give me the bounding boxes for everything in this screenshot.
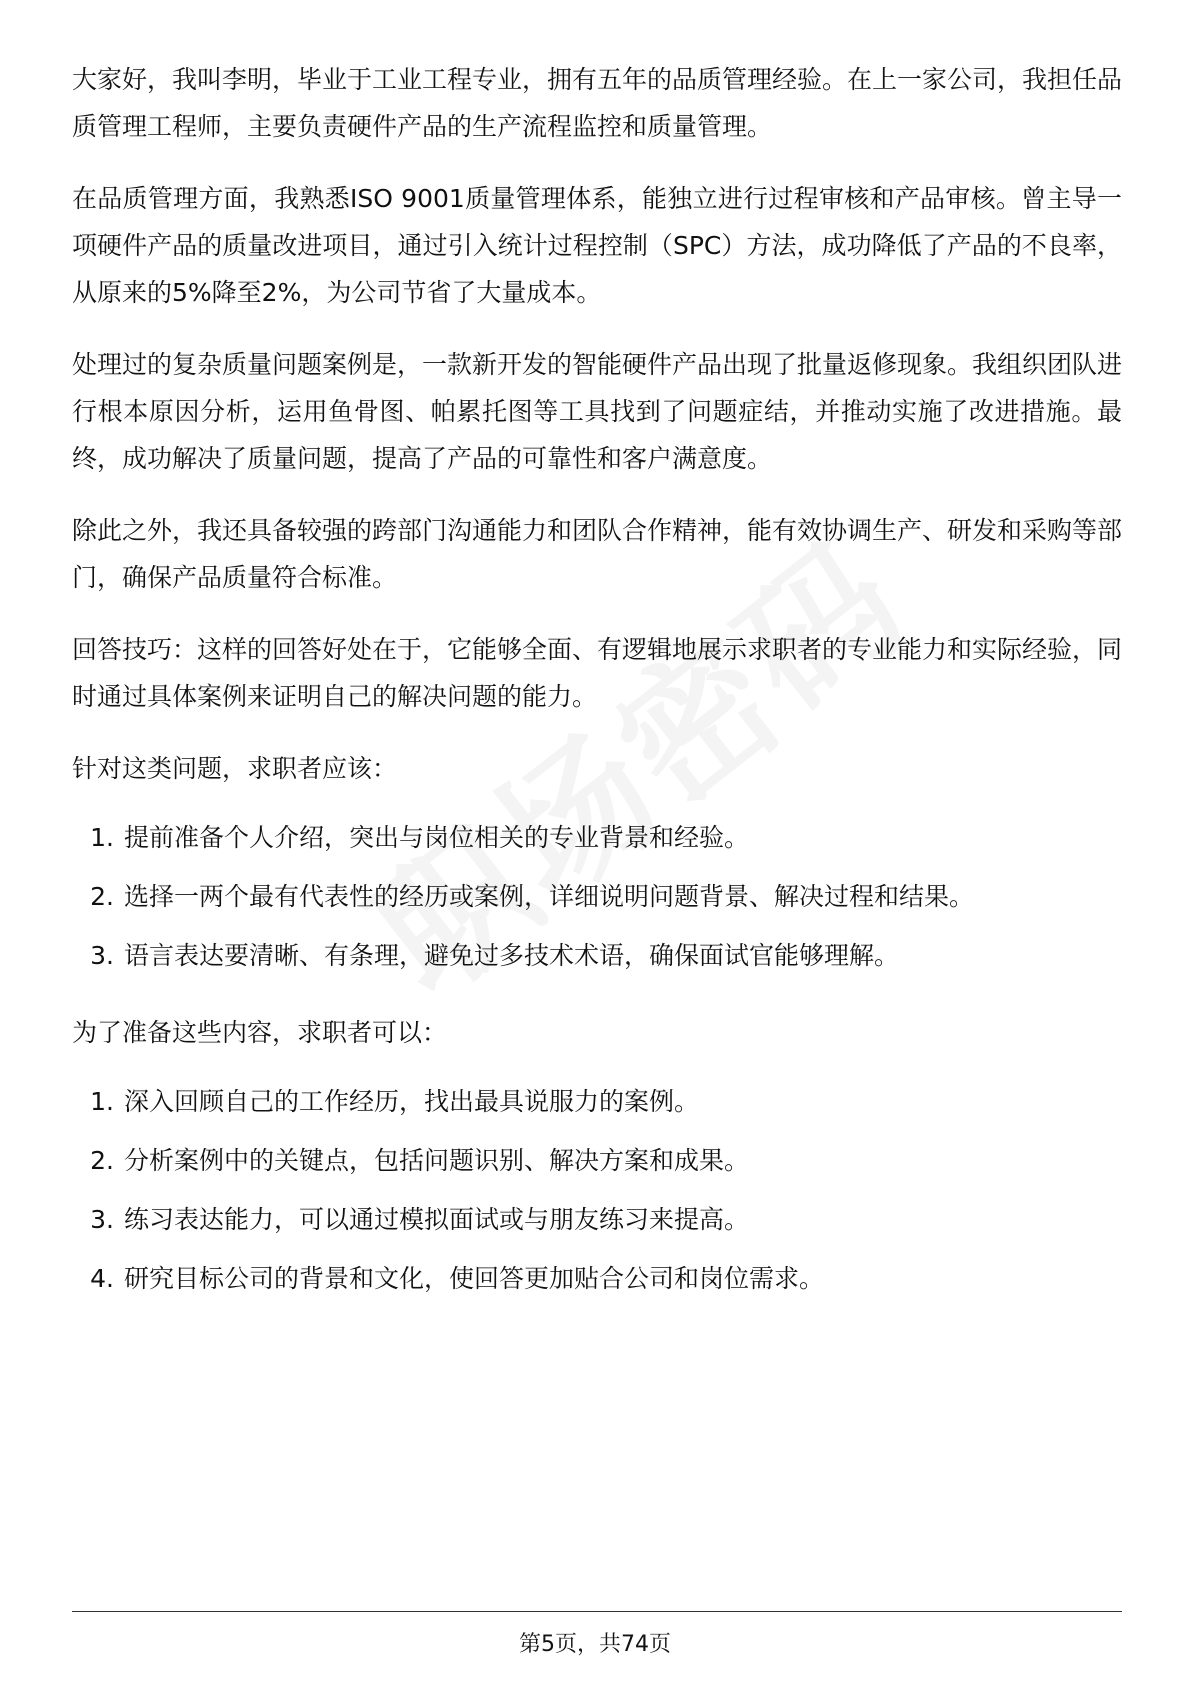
list-should	[72, 817, 1122, 977]
list-item-text: 深入回顾自己的工作经历，找出最具说服力的案例。	[124, 1087, 700, 1116]
list-item-number: 2.	[90, 882, 114, 911]
paragraph-intro: 大家好，我叫李明，毕业于工业工程专业，拥有五年的品质管理经验。在上一家公司，我担任品质管理工程师，主要负责硬件产品的生产流程监控和质量管理。	[72, 65, 1123, 141]
paragraph-complex-case: 处理过的复杂质量问题案例是，一款新开发的智能硬件产品出现了批量返修现象。我组织团队进行根本原因分析，运用鱼骨图、帕累托图等工具找到了问题症结，并推动实施了改进措施。最终，成功解决了质量问题，提高了产品的可靠性和客户满意度。	[72, 350, 1123, 473]
paragraph-communication: 除此之外，我还具备较强的跨部门沟通能力和团队合作精神，能有效协调生产、研发和采购等部门，确保产品质量符合标准。	[72, 516, 1123, 592]
list-item-number: 4.	[90, 1264, 114, 1293]
list-item-text: 选择一两个最有代表性的经历或案例，详细说明问题背景、解决过程和结果。	[124, 882, 975, 911]
list-item	[72, 817, 1122, 859]
list-item	[72, 1140, 1122, 1182]
list-item	[72, 935, 1122, 977]
list-item-number: 2.	[90, 1146, 114, 1175]
list-item	[72, 1199, 1122, 1241]
paragraph-quality-management: 在品质管理方面，我熟悉ISO 9001质量管理体系，能独立进行过程审核和产品审核。曾主导一项硬件产品的质量改进项目，通过引入统计过程控制（SPC）方法，成功降低了产品的不良率，从原来的5%降至2%，为公司节省了大量成本。	[72, 184, 1122, 307]
list-item	[72, 1258, 1122, 1300]
list-intro-should: 针对这类问题，求职者应该：	[72, 754, 398, 783]
list-item-number: 3.	[90, 1205, 114, 1234]
list-item	[72, 1081, 1122, 1123]
list-item-text: 语言表达要清晰、有条理，避免过多技术术语，确保面试官能够理解。	[124, 941, 900, 970]
list-item	[72, 876, 1122, 918]
document-body	[72, 56, 1122, 1332]
list-item-number: 1.	[90, 823, 114, 852]
list-item-number: 1.	[90, 1087, 114, 1116]
paragraph-answer-tips: 回答技巧：这样的回答好处在于，它能够全面、有逻辑地展示求职者的专业能力和实际经验，同时通过具体案例来证明自己的解决问题的能力。	[72, 635, 1123, 711]
page-number: 第5页，共74页	[519, 1632, 671, 1657]
list-item-text: 研究目标公司的背景和文化，使回答更加贴合公司和岗位需求。	[124, 1264, 825, 1293]
list-item-text: 分析案例中的关键点，包括问题识别、解决方案和成果。	[124, 1146, 750, 1175]
list-can	[72, 1081, 1122, 1300]
list-item-text: 练习表达能力，可以通过模拟面试或与朋友练习来提高。	[124, 1205, 750, 1234]
footer-divider	[72, 1611, 1122, 1612]
list-item-number: 3.	[90, 941, 114, 970]
list-intro-can: 为了准备这些内容，求职者可以：	[72, 1018, 448, 1047]
list-item-text: 提前准备个人介绍，突出与岗位相关的专业背景和经验。	[124, 823, 750, 852]
